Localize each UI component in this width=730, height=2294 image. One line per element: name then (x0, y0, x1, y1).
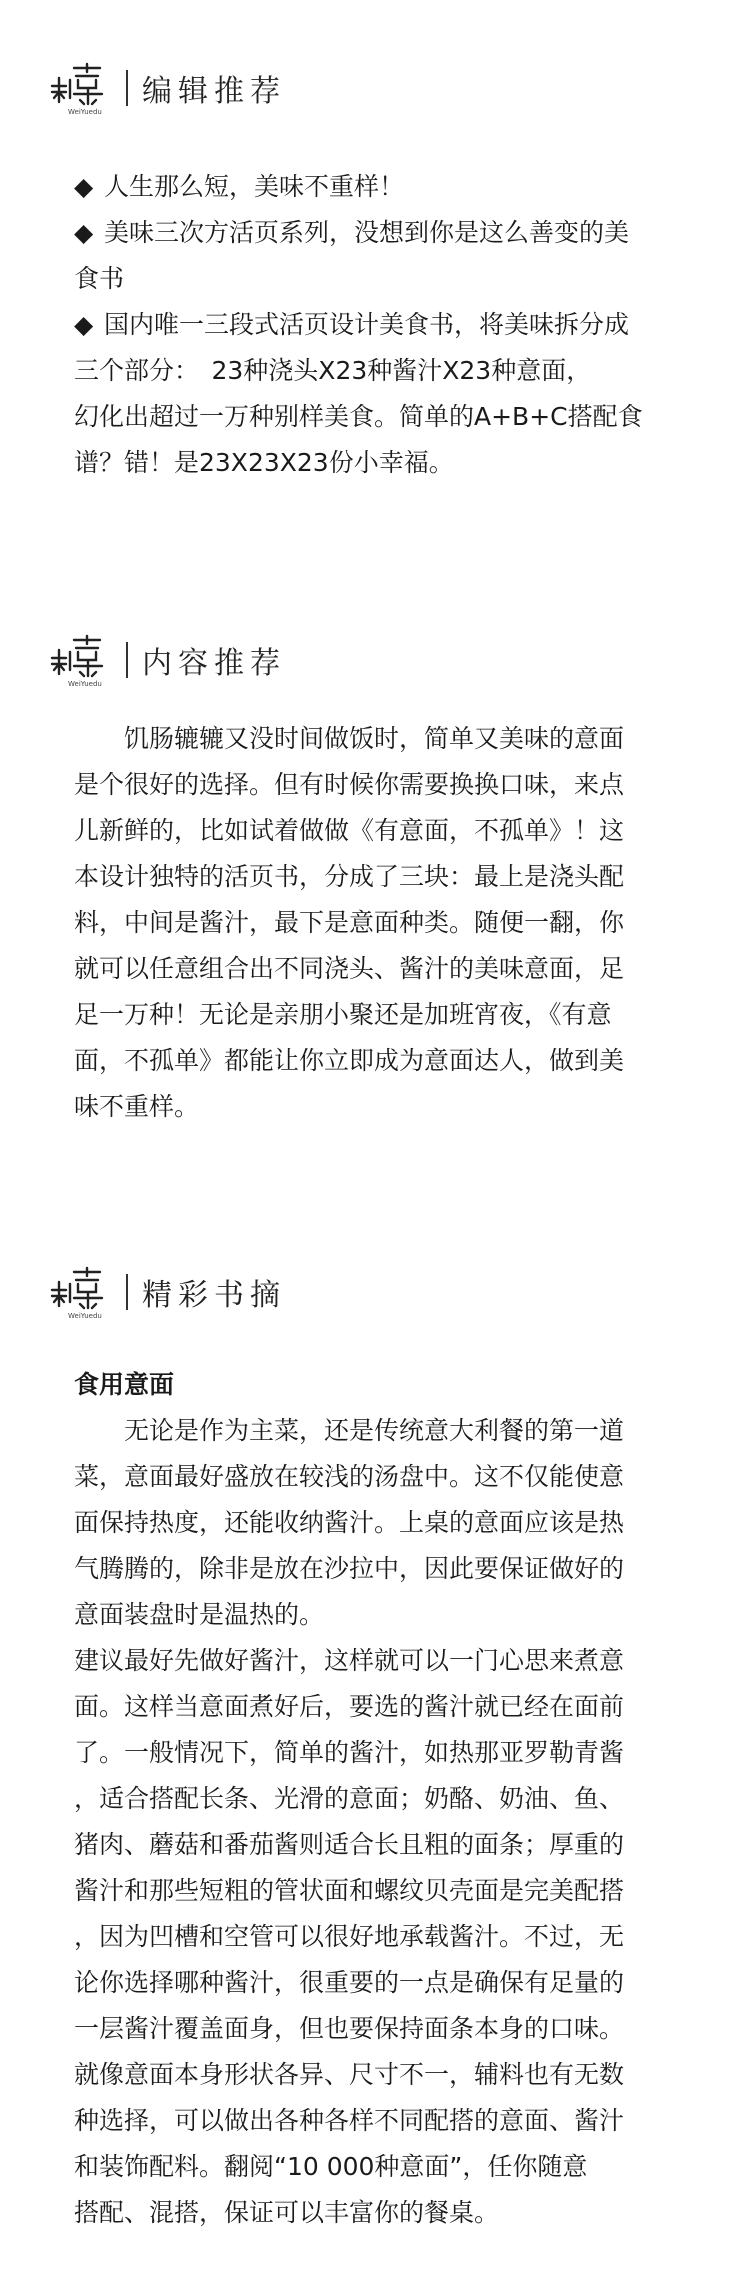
paragraph-line: 足一万种！无论是亲朋小聚还是加班宵夜，《有意 (74, 1000, 612, 1029)
header-divider (126, 642, 128, 678)
section-header-excerpt (48, 1262, 286, 1322)
section-title: 编辑推荐 (142, 74, 286, 109)
svg-text:WeiYuedu: WeiYuedu (68, 1312, 102, 1320)
paragraph-line: 儿新鲜的，比如试着做做《有意面，不孤单》！这 (74, 816, 625, 845)
diamond-bullet-icon: ◆ (74, 218, 94, 247)
paragraph-line: 意面装盘时是温热的。 (74, 1600, 325, 1629)
bullet-item: ◆ 国内唯一三段式活页设计美食书，将美味拆分成 (74, 302, 674, 348)
paragraph-line: 就像意面本身形状各异、尺寸不一，辅料也有无数 (74, 2060, 625, 2089)
paragraph-line: 了。一般情况下，简单的酱汁，如热那亚罗勒青酱 (74, 1738, 625, 1767)
diamond-bullet-icon: ◆ (74, 310, 94, 339)
bullet-continuation: 谱？错！是23X23X23份小幸福。 (74, 448, 454, 477)
paragraph-line: 是个很好的选择。但有时候你需要换换口味，来点 (74, 770, 625, 799)
editor-recommendations (74, 164, 674, 486)
paragraph-line: ，适合搭配长条、光滑的意面；奶酪、奶油、鱼、 (74, 1784, 625, 1813)
weidu-logo-icon (48, 630, 120, 690)
bullet-continuation: 三个部分： 23种浇头X23种酱汁X23种意面， (74, 356, 592, 385)
paragraph-line: 味不重样。 (74, 1092, 200, 1121)
header-divider (126, 1274, 128, 1310)
bullet-item: ◆ 人生那么短，美味不重样！ (74, 164, 674, 210)
paragraph-line: ，因为凹槽和空管可以很好地承载酱汁。不过，无 (74, 1922, 625, 1951)
paragraph-line: 面保持热度，还能收纳酱汁。上桌的意面应该是热 (74, 1508, 625, 1537)
weidu-logo-icon (48, 1262, 120, 1322)
section-title: 精彩书摘 (142, 1278, 286, 1313)
paragraph-line: 一层酱汁覆盖面身，但也要保持面条本身的口味。 (74, 2014, 625, 2043)
content-recommendation (74, 716, 674, 1130)
header-divider (126, 70, 128, 106)
paragraph-line: 种选择，可以做出各种各样不同配搭的意面、酱汁 (74, 2106, 625, 2135)
paragraph-line: 气腾腾的，除非是放在沙拉中，因此要保证做好的 (74, 1554, 625, 1583)
bullet-continuation: 幻化出超过一万种别样美食。简单的A+B+C搭配食 (74, 402, 643, 431)
paragraph-line: 无论是作为主菜，还是传统意大利餐的第一道 (74, 1416, 625, 1445)
paragraph-line: 就可以任意组合出不同浇头、酱汁的美味意面，足 (74, 954, 625, 983)
excerpt-subtitle: 食用意面 (74, 1370, 175, 1399)
bullet-item: ◆ 美味三次方活页系列，没想到你是这么善变的美 (74, 210, 674, 256)
paragraph-line: 建议最好先做好酱汁，这样就可以一门心思来煮意 (74, 1646, 625, 1675)
bullet-continuation: 食书 (74, 264, 125, 293)
paragraph-line: 论你选择哪种酱汁，很重要的一点是确保有足量的 (74, 1968, 625, 1997)
paragraph-line: 面。这样当意面煮好后，要选的酱汁就已经在面前 (74, 1692, 625, 1721)
paragraph-line: 面，不孤单》都能让你立即成为意面达人，做到美 (74, 1046, 625, 1075)
paragraph-line: 饥肠辘辘又没时间做饭时，简单又美味的意面 (124, 724, 625, 753)
svg-text:WeiYuedu: WeiYuedu (68, 680, 102, 688)
paragraph-line: 和装饰配料。翻阅“10 000种意面”，任你随意 (74, 2152, 588, 2181)
paragraph-line: 本设计独特的活页书，分成了三块：最上是浇头配 (74, 862, 625, 891)
paragraph-line: 料，中间是酱汁，最下是意面种类。随便一翻，你 (74, 908, 625, 937)
paragraph-line: 搭配、混搭，保证可以丰富你的餐桌。 (74, 2198, 500, 2227)
paragraph-line: 酱汁和那些短粗的管状面和螺纹贝壳面是完美配搭 (74, 1876, 625, 1905)
paragraph-line: 猪肉、蘑菇和番茄酱则适合长且粗的面条；厚重的 (74, 1830, 625, 1859)
paragraph-line: 菜，意面最好盛放在较浅的汤盘中。这不仅能使意 (74, 1462, 625, 1491)
section-header-content (48, 630, 286, 690)
svg-text:WeiYuedu: WeiYuedu (68, 108, 102, 116)
diamond-bullet-icon: ◆ (74, 172, 94, 201)
section-title: 内容推荐 (142, 646, 286, 681)
book-excerpt (74, 1362, 674, 2236)
section-header-editor (48, 58, 286, 118)
weidu-logo-icon (48, 58, 120, 118)
